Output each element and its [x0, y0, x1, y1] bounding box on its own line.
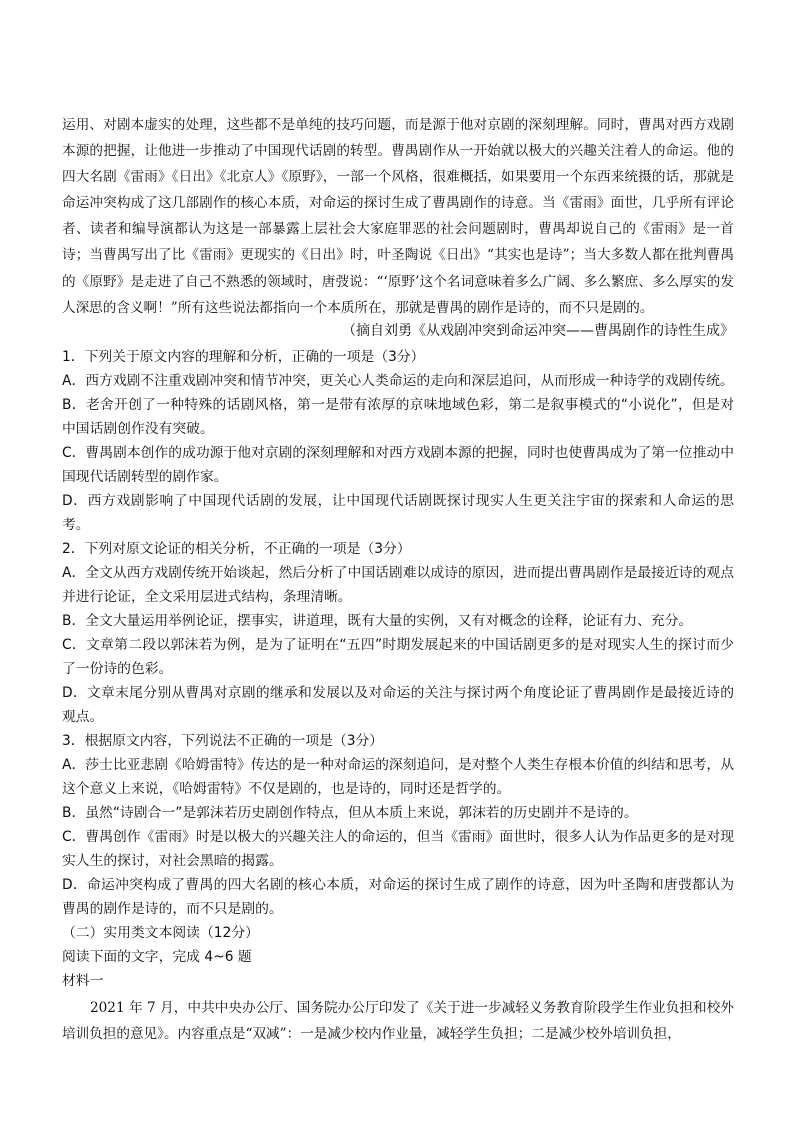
material-label: 材料一 — [62, 972, 104, 989]
question-stem: 2．下列对原文论证的相关分析，不正确的一项是（3分） — [62, 540, 411, 557]
question-stem: 1．下列关于原文内容的理解和分析，正确的一项是（3分） — [62, 348, 425, 365]
option-d: D．命运冲突构成了曹禺的四大名剧的核心本质，对命运的探讨生成了剧作的诗意，因为叶圣陶和唐弢都认为曹禺的剧作是诗的，而不只是剧的。 — [62, 876, 734, 917]
option-d: D．文章末尾分别从曹禺对京剧的继承和发展以及对命运的关注与探讨两个角度论证了曹禺剧作是最接近诗的观点。 — [62, 684, 734, 725]
option-c: C．曹禺创作《雷雨》时是以极大的兴趣关注人的命运的，但当《雷雨》面世时，很多人认为作品更多的是对现实人生的探讨，对社会黑暗的揭露。 — [62, 828, 734, 869]
question-stem: 3．根据原文内容，下列说法不正确的一项是（3分） — [62, 732, 384, 749]
option-b: B．虽然“诗剧合一”是郭沫若历史剧创作特点，但从本质上来说，郭沫若的历史剧并不是诗的。 — [62, 804, 638, 821]
option-c: C．曹禺剧本创作的成功源于他对京剧的深刻理解和对西方戏剧本源的把握，同时也使曹禺成为了第一位推动中国现代话剧转型的剧作家。 — [62, 444, 734, 485]
document-page — [62, 112, 734, 1047]
option-b: B．老舍开创了一种特殊的话剧风格，第一是带有浓厚的京味地域色彩，第二是叙事模式的“小说化”，但是对中国话剧创作没有突破。 — [62, 396, 734, 437]
option-b: B．全文大量运用举例论证，摆事实，讲道理，既有大量的实例，又有对概念的诠释，论证有力、充分。 — [62, 612, 693, 629]
option-a: A．西方戏剧不注重戏剧冲突和情节冲突，更关心人类命运的走向和深层追问，从而形成一种诗学的戏剧传统。 — [62, 372, 734, 389]
option-c: C．文章第二段以郭沫若为例，是为了证明在“五四”时期发展起来的中国话剧更多的是对现实人生的探讨而少了一份诗的色彩。 — [62, 636, 734, 677]
question-1 — [62, 345, 734, 537]
option-a: A．莎士比亚悲剧《哈姆雷特》传达的是一种对命运的深刻追问，是对整个人类生存根本价值的纠结和思考，从这个意义上来说，《哈姆雷特》不仅是剧的，也是诗的，同时还是哲学的。 — [62, 756, 734, 797]
material-paragraph: 2021 年 7 月，中共中央办公厅、国务院办公厅印发了《关于进一步减轻义务教育阶段学生作业负担和校外培训负担的意见》。内容重点是“双减”：一是减少校内作业量，减轻学生负担；二是减少校外培训负担， — [62, 999, 734, 1042]
option-d: D．西方戏剧影响了中国现代话剧的发展，让中国现代话剧既探讨现实人生更关注宇宙的探索和人命运的思考。 — [62, 492, 734, 533]
section-instruction: 阅读下面的文字，完成 4~6 题 — [62, 948, 252, 965]
option-a: A．全文从西方戏剧传统开始谈起，然后分析了中国话剧难以成诗的原因，进而提出曹禺剧作是最接近诗的观点并进行论证，全文采用层进式结构，条理清晰。 — [62, 564, 734, 605]
question-3 — [62, 729, 734, 921]
question-2 — [62, 537, 734, 729]
passage-source: （摘自刘勇《从戏剧冲突到命运冲突——曹禺剧作的诗性生成》 — [342, 322, 734, 339]
section-heading: （二）实用类文本阅读（12分） — [62, 924, 259, 941]
passage-paragraph: 运用、对剧本虚实的处理，这些都不是单纯的技巧问题，而是源于他对京剧的深刻理解。同时，曹禺对西方戏剧本源的把握，让他进一步推动了中国现代话剧的转型。曹禺剧作从一开始就以极大的兴趣关注着人的命运。他的四大名剧《雷雨》《日出》《北京人》《原野》，一部一个风格，很难概括，如果要用一个东西来统摄的话，那就是命运冲突构成了这几部剧作的核心本质，对命运的探讨生成了曹禺剧作的诗意。当《雷雨》面世，几乎所有评论者、读者和编导演都认为这是一部暴露上层社会大家庭罪恶的社会问题剧时，曹禺却说自己的《雷雨》是一首诗；当曹禺写出了比《雷雨》更现实的《日出》时，叶圣陶说《日出》“其实也是诗”；当大多数人都在批判曹禺的《原野》是走进了自己不熟悉的领域时，唐弢说：“‘原野’这个名词意味着多么广阔、多么繁庶、多么厚实的发人深思的含义啊！”所有这些说法都指向一个本质所在，那就是曹禺的剧作是诗的，而不只是剧的。 — [62, 117, 734, 316]
